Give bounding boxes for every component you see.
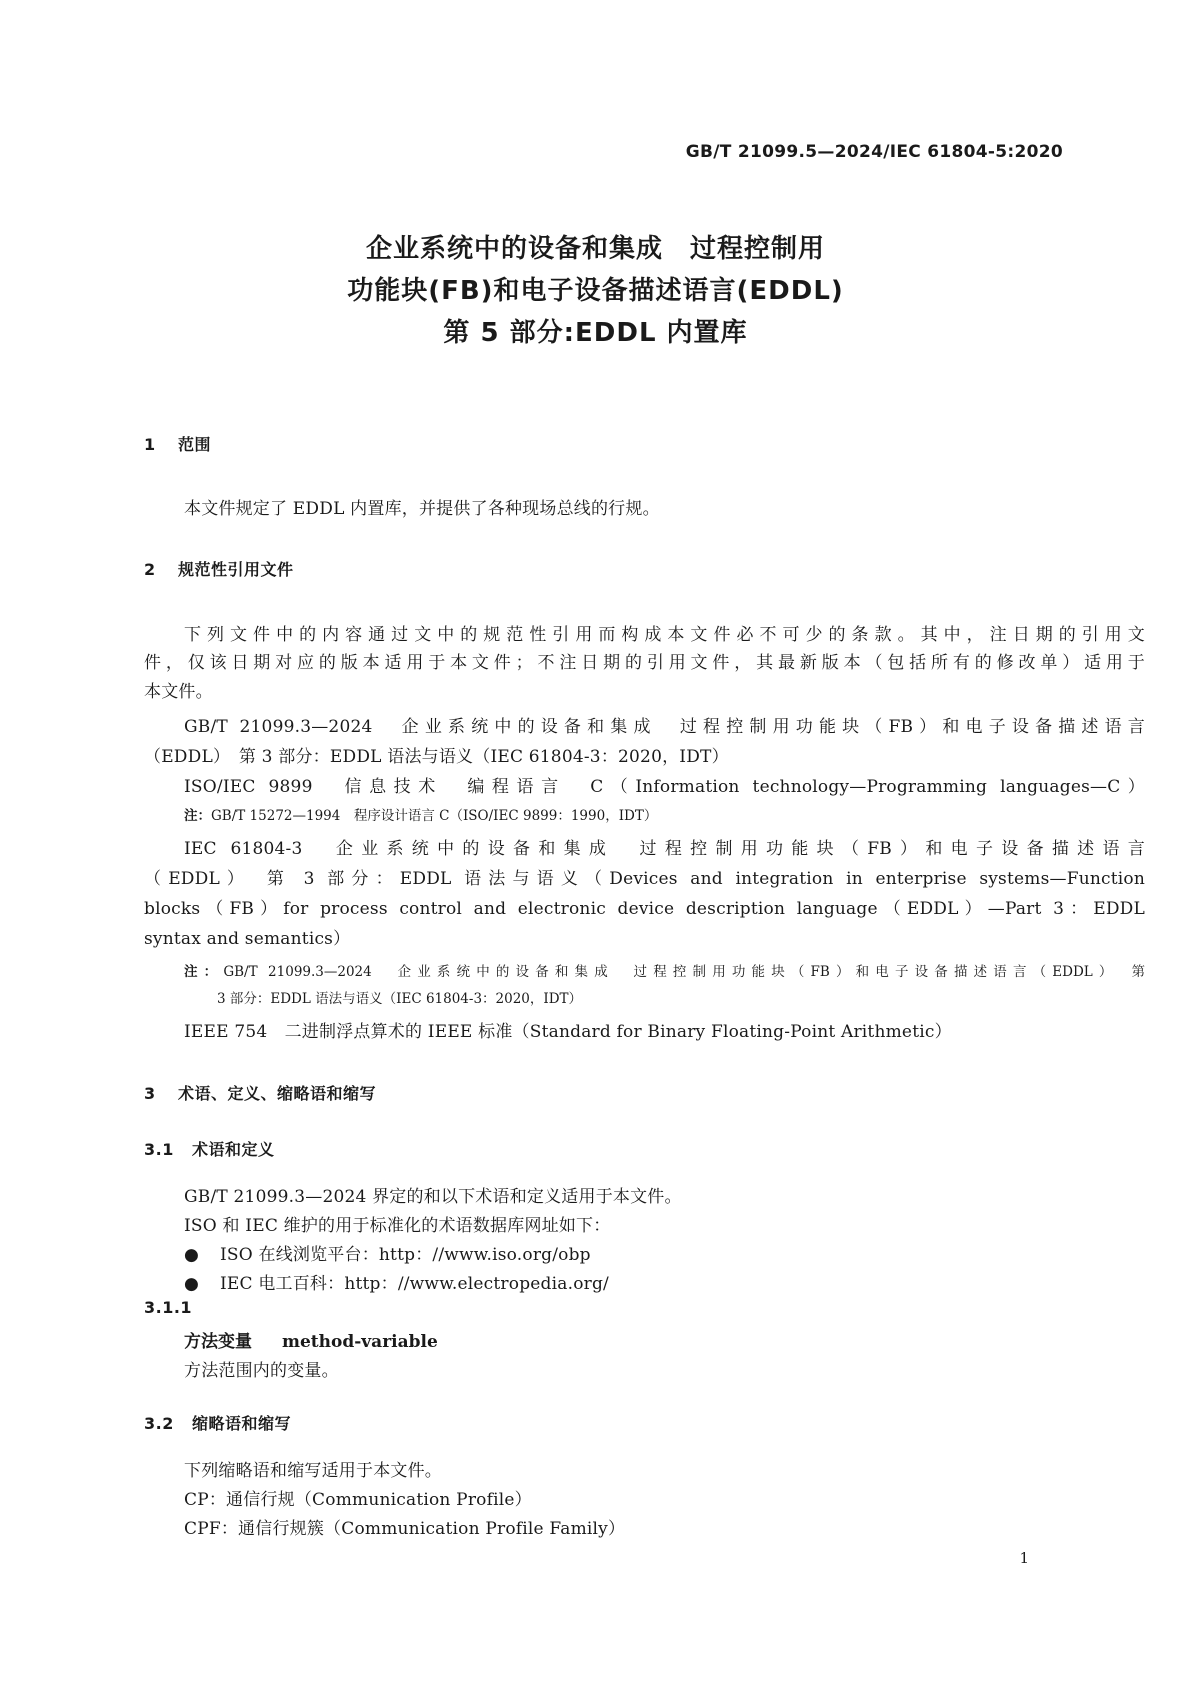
note-text-line-2: 3 部分：EDDL 语法与语义（IEC 61804-3：2020，IDT） xyxy=(217,991,583,1007)
abbreviation-cp: CP：通信行规（Communication Profile） xyxy=(184,1490,532,1510)
note-text: GB/T 15272—1994 程序设计语言 C（ISO/IEC 9899：1990，IDT） xyxy=(211,808,658,824)
bullet-icon: ● xyxy=(184,1274,200,1294)
scope-paragraph: 本文件规定了 EDDL 内置库，并提供了各种现场总线的行规。 xyxy=(184,499,660,519)
bullet-item-iso-obp xyxy=(184,1240,591,1265)
normative-intro-line-3: 本文件。 xyxy=(144,682,213,702)
document-title-line-2: 功能块(FB)和电子设备描述语言(EDDL) xyxy=(347,276,844,306)
section-number: 1 xyxy=(144,435,156,454)
abbreviation-cpf: CPF：通信行规簇（Communication Profile Family） xyxy=(184,1519,626,1539)
reference-iso-iec-9899: ISO/IEC 9899 信息技术 编程语言 C（Information technology—Programming languages—C） xyxy=(184,777,1145,797)
reference-gbt-21099-3-line-2: （EDDL） 第 3 部分：EDDL 语法与语义（IEC 61804-3：2020，IDT） xyxy=(144,747,729,767)
abbreviations-intro: 下列缩略语和缩写适用于本文件。 xyxy=(184,1461,442,1481)
note-label: 注： xyxy=(184,808,211,824)
note-gbt-21099-3 xyxy=(184,960,1145,1007)
normative-intro-line-1: 下列文件中的内容通过文中的规范性引用而构成本文件必不可少的条款。其中，注日期的引用文 xyxy=(184,625,1145,645)
document-title-line-3: 第 5 部分:EDDL 内置库 xyxy=(443,318,748,348)
bullet-text: ISO 在线浏览平台：http：//www.iso.org/obp xyxy=(220,1245,591,1265)
normative-intro-line-2: 件，仅该日期对应的版本适用于本文件；不注日期的引用文件，其最新版本（包括所有的修改单）适用于 xyxy=(144,653,1145,673)
section-title: 范围 xyxy=(178,435,212,454)
section-number: 3.2 xyxy=(144,1414,174,1433)
page-number: 1 xyxy=(1019,1549,1029,1567)
reference-iec-61804-3-line-1: IEC 61804-3 企业系统中的设备和集成 过程控制用功能块（FB）和电子设备描述语言 xyxy=(184,839,1145,859)
term-english: method-variable xyxy=(282,1332,438,1352)
reference-iec-61804-3-line-2: （EDDL） 第 3 部分：EDDL 语法与语义（Devices and integration in enterprise systems—Function xyxy=(144,869,1145,889)
term-entry xyxy=(184,1327,438,1352)
note-text-line-1: GB/T 21099.3—2024 企业系统中的设备和集成 过程控制用功能块（FB）和电子设备描述语言（EDDL） 第 xyxy=(223,964,1145,980)
section-title: 术语、定义、缩略语和缩写 xyxy=(178,1084,377,1103)
section-3-heading xyxy=(144,1081,376,1104)
standard-number: GB/T 21099.5—2024/IEC 61804-5:2020 xyxy=(685,142,1063,162)
term-definition: 方法范围内的变量。 xyxy=(184,1361,339,1381)
section-2-heading xyxy=(144,557,294,580)
reference-gbt-21099-3-line-1: GB/T 21099.3—2024 企业系统中的设备和集成 过程控制用功能块（FB）和电子设备描述语言 xyxy=(184,717,1145,737)
reference-iec-61804-3-line-4: syntax and semantics） xyxy=(144,929,351,949)
section-number: 2 xyxy=(144,560,156,579)
bullet-text: IEC 电工百科：http：//www.electropedia.org/ xyxy=(220,1274,609,1294)
section-3-2-heading xyxy=(144,1411,291,1434)
reference-ieee-754: IEEE 754 二进制浮点算术的 IEEE 标准（Standard for Binary Floating-Point Arithmetic） xyxy=(184,1022,952,1042)
section-number: 3.1 xyxy=(144,1140,174,1159)
note-label: 注： xyxy=(184,964,224,980)
term-chinese: 方法变量 xyxy=(184,1332,252,1352)
section-title: 规范性引用文件 xyxy=(178,560,294,579)
section-title: 缩略语和缩写 xyxy=(192,1414,292,1433)
section-3-1-heading xyxy=(144,1137,275,1160)
section-1-heading xyxy=(144,432,211,455)
terminology-databases-text: ISO 和 IEC 维护的用于标准化的术语数据库网址如下： xyxy=(184,1216,611,1236)
terms-applicability-text: GB/T 21099.3—2024 界定的和以下术语和定义适用于本文件。 xyxy=(184,1187,682,1207)
reference-iec-61804-3-line-3: blocks（FB）for process control and electronic device description language（EDDL）—Part 3：EDDL xyxy=(144,899,1145,919)
section-title: 术语和定义 xyxy=(192,1140,275,1159)
note-gbt-15272 xyxy=(184,804,657,824)
bullet-icon: ● xyxy=(184,1245,200,1265)
section-number: 3 xyxy=(144,1084,156,1103)
entry-3-1-1-number: 3.1.1 xyxy=(144,1298,193,1317)
document-title-line-1: 企业系统中的设备和集成 过程控制用 xyxy=(365,234,825,264)
bullet-item-electropedia xyxy=(184,1269,609,1294)
